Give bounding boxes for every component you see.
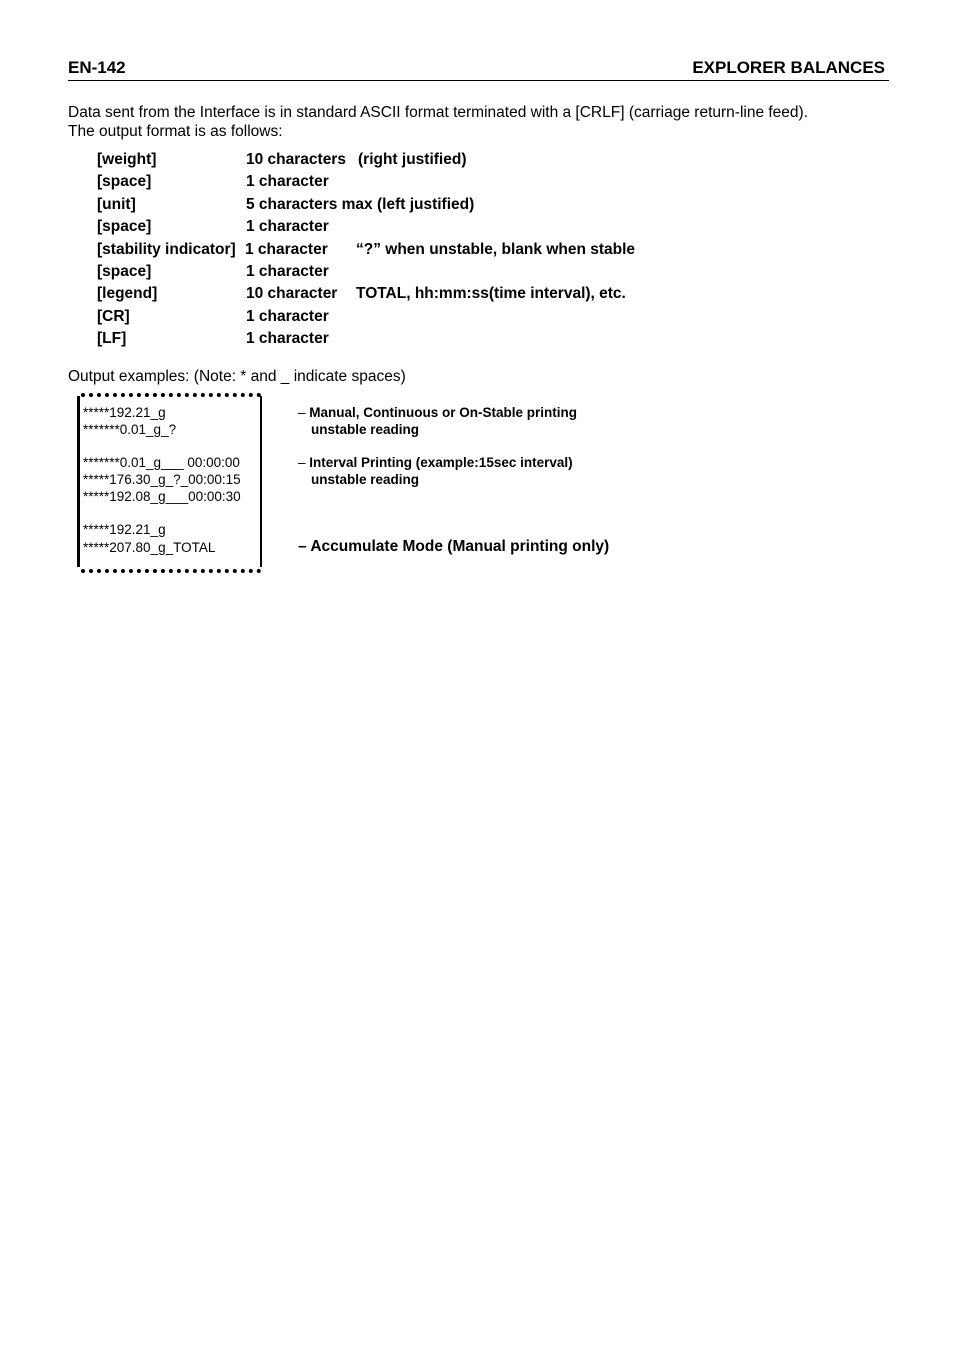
- format-size: 10 character: [246, 285, 338, 303]
- format-note: (right justified): [358, 151, 467, 168]
- examples-heading: Output examples: (Note: * and _ indicate spaces): [68, 368, 406, 385]
- format-field: [space]: [97, 262, 152, 280]
- tape-entry: *****192.21_g: [83, 522, 166, 537]
- printout-tape: [77, 393, 262, 575]
- format-field: [legend]: [97, 285, 158, 303]
- format-field: [CR]: [97, 307, 130, 325]
- example-description: [298, 454, 573, 488]
- example-description: [298, 538, 609, 555]
- tape-entry: *****192.08_g___00:00:30: [83, 489, 241, 504]
- intro-line: The output format is as follows:: [68, 123, 283, 140]
- format-size: 1 character: [246, 173, 329, 191]
- description-text: – Accumulate Mode (Manual printing only): [298, 538, 610, 555]
- format-size: 1 character: [245, 240, 328, 258]
- intro-line: Data sent from the Interface is in standard ASCII format terminated with a [CRLF] (carriage return-line feed).: [68, 104, 809, 121]
- format-size: 5 characters max (left justified): [246, 195, 475, 213]
- format-size: 10 characters: [246, 151, 346, 168]
- tape-entry: *****192.21_g: [83, 405, 166, 420]
- tape-left-edge: [77, 396, 80, 567]
- description-dash: –: [298, 455, 310, 470]
- tape-perforation-top: [81, 393, 261, 397]
- tape-entry: *****207.80_g_TOTAL: [83, 540, 216, 555]
- tape-entry: *****176.30_g_?_00:00:15: [83, 472, 241, 487]
- page-header: [68, 58, 889, 81]
- intro-paragraph: [68, 103, 808, 141]
- format-field: [stability indicator]: [97, 240, 236, 258]
- format-field: [space]: [97, 173, 152, 191]
- document-title: EXPLORER BALANCES: [692, 58, 885, 77]
- page-number: EN-142: [68, 58, 126, 77]
- format-note: “?” when unstable, blank when stable: [356, 240, 636, 258]
- tape-entry: *******0.01_g_?: [83, 422, 177, 437]
- format-size: 1 character: [246, 218, 329, 236]
- description-text: Manual, Continuous or On-Stable printing: [309, 405, 577, 420]
- description-text: unstable reading: [311, 472, 420, 487]
- format-field: [unit]: [97, 195, 136, 213]
- example-description: [298, 404, 577, 438]
- format-field: [LF]: [97, 330, 127, 348]
- tape-perforation-bottom: [81, 569, 261, 573]
- description-dash: –: [298, 405, 310, 420]
- format-size: 1 character: [246, 262, 329, 280]
- format-field: [space]: [97, 218, 152, 236]
- description-text: unstable reading: [311, 422, 420, 437]
- format-size: 1 character: [246, 330, 329, 348]
- tape-right-edge: [260, 396, 262, 567]
- tape-entry: *******0.01_g___ 00:00:00: [83, 455, 240, 470]
- format-note: TOTAL, hh:mm:ss(time interval), etc.: [356, 285, 626, 303]
- format-size: 1 character: [246, 307, 329, 325]
- description-text: Interval Printing (example:15sec interval): [309, 455, 573, 470]
- format-field: [weight]: [97, 151, 157, 168]
